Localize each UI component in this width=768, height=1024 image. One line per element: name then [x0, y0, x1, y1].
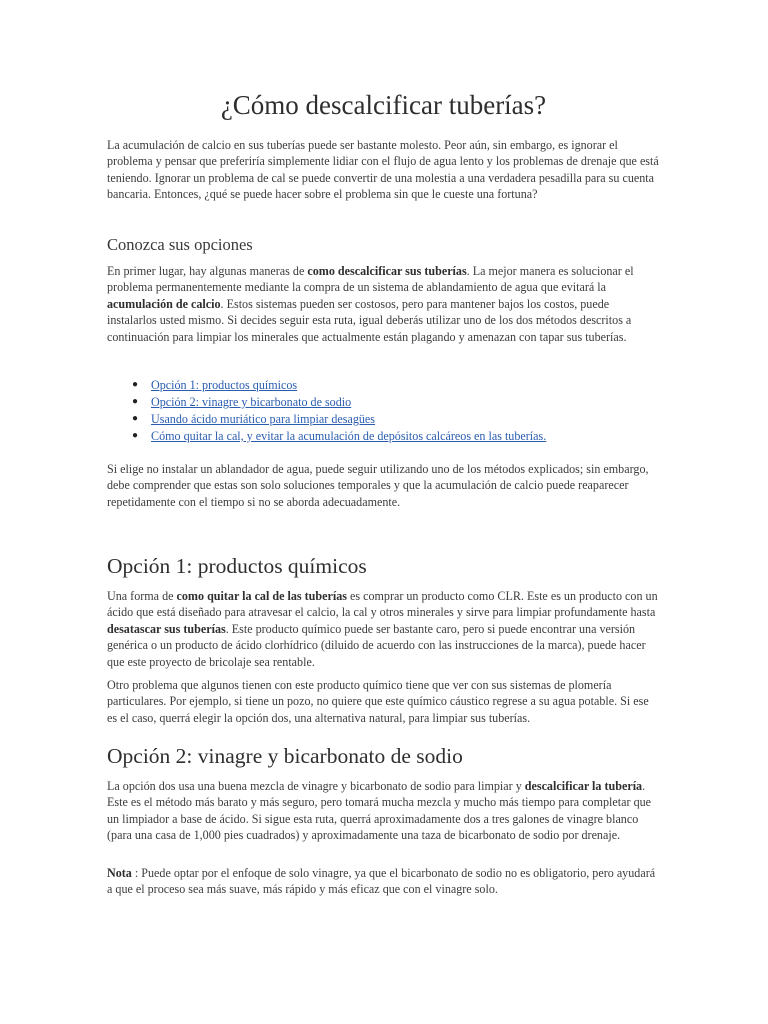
- link-opcion-2[interactable]: Opción 2: vinagre y bicarbonato de sodio: [151, 394, 352, 409]
- s1-text-3: . Este producto químico puede ser bastante caro, pero si puede encontrar una versión genérica o un producto de ácido clorhídrico (diluido de acuerdo con las instrucciones de la marca), puede hacer que este proyecto de bricolaje sea rentable.: [107, 621, 646, 669]
- note-label: Nota: [107, 866, 132, 880]
- options-paragraph: [107, 263, 660, 345]
- s1-text-1: Una forma de: [107, 589, 177, 603]
- s1-bold-2: desatascar sus tuberías: [107, 621, 226, 636]
- list-item: [107, 428, 660, 445]
- options-text-1: En primer lugar, hay algunas maneras de: [107, 264, 308, 278]
- list-item: [107, 411, 660, 428]
- section1-paragraph-2: Otro problema que algunos tienen con este producto químico tiene que ver con sus sistemas de plomería particulares. Por ejemplo, si tiene un pozo, no quiere que este químico cáustico regrese a su agua potable. Si ese es el caso, querrá elegir la opción dos, una alternativa natural, para limpiar sus tuberías.: [107, 678, 649, 725]
- link-opcion-1[interactable]: Opción 1: productos químicos: [151, 378, 298, 392]
- s2-text-2: . Este es el método más barato y más seguro, pero tomará mucha mezcla y mucho más tiempo para completar que un limpiador a base de ácido. Si sigue esta ruta, querrá aproximadamente dos a tres galones de vinagre blanco (para una casa de 1,000 pies cuadrados) y aproximadamente una taza de bicarbonato de sodio por drenaje.: [107, 779, 652, 843]
- list-item: [107, 394, 660, 411]
- section1-paragraph-1: [107, 588, 660, 670]
- options-bold-1: como descalcificar sus tuberías: [307, 264, 467, 278]
- page-title: ¿Cómo descalcificar tuberías?: [220, 90, 547, 120]
- note-text: : Puede optar por el enfoque de solo vinagre, ya que el bicarbonato de sodio no es obligatorio, pero ayudará a que el proceso sea más suave, más rápido y más eficaz que con el vinagre solo.: [107, 866, 656, 897]
- s1-text-2: es comprar un producto como CLR. Este es un producto con un ácido que está diseñado para atravesar el calcio, la cal y otros minerales y sirve para limpiar profundamente hasta: [107, 589, 658, 620]
- intro-paragraph: La acumulación de calcio en sus tuberías puede ser bastante molesto. Peor aún, sin embargo, es ignorar el problema y pensar que preferiría simplemente lidiar con el flujo de agua lento y los problemas de drenaje que está teniendo. Ignorar un problema de cal se puede convertir de una molestia a una verdadera pesadilla para su cuenta bancaria. Entonces, ¿qué se puede hacer sobre el problema sin que le cueste una fortuna?: [107, 138, 659, 202]
- bullet-icon: ●: [132, 379, 139, 390]
- link-acido-muriatico[interactable]: Usando ácido muriático para limpiar desagües: [151, 411, 375, 426]
- bullet-icon: ●: [132, 412, 139, 424]
- after-list-paragraph: Si elige no instalar un ablandador de agua, puede seguir utilizando uno de los métodos explicados; sin embargo, debe comprender que estas son solo soluciones temporales y que la acumulación de calcio puede reaparecer repetidamente con el tiempo si no se aborda adecuadamente.: [107, 462, 649, 509]
- s1-bold-1: como quitar la cal de las tuberías: [176, 589, 347, 603]
- bullet-icon: ●: [132, 395, 139, 407]
- s2-text-1: La opción dos usa una buena mezcla de vinagre y bicarbonato de sodio para limpiar y: [107, 779, 525, 793]
- options-text-2: . La mejor manera es solucionar el problema permanentemente mediante la compra de un sistema de ablandamiento de agua que evitará la: [107, 264, 634, 295]
- options-bold-2: acumulación de calcio: [107, 296, 221, 311]
- link-quitar-cal[interactable]: Cómo quitar la cal, y evitar la acumulación de depósitos calcáreos en las tuberías.: [151, 428, 547, 443]
- note-paragraph: [107, 865, 660, 898]
- section1-heading: Opción 1: productos químicos: [107, 554, 367, 578]
- list-item: [107, 377, 660, 394]
- s2-bold-1: descalcificar la tubería: [524, 779, 643, 793]
- section2-heading: Opción 2: vinagre y bicarbonato de sodio: [107, 744, 463, 768]
- options-text-3: . Estos sistemas pueden ser costosos, pero para mantener bajos los costos, puede instalarlos usted mismo. Si decides seguir esta ruta, igual deberás utilizar uno de los dos métodos descritos a continuación para limpiar los minerales que actualmente están plagando y amenazan con tapar sus tuberías.: [107, 296, 632, 344]
- section2-paragraph-1: [107, 778, 660, 844]
- options-link-list: [107, 377, 660, 445]
- bullet-icon: ●: [132, 429, 139, 441]
- options-heading: Conozca sus opciones: [107, 235, 253, 254]
